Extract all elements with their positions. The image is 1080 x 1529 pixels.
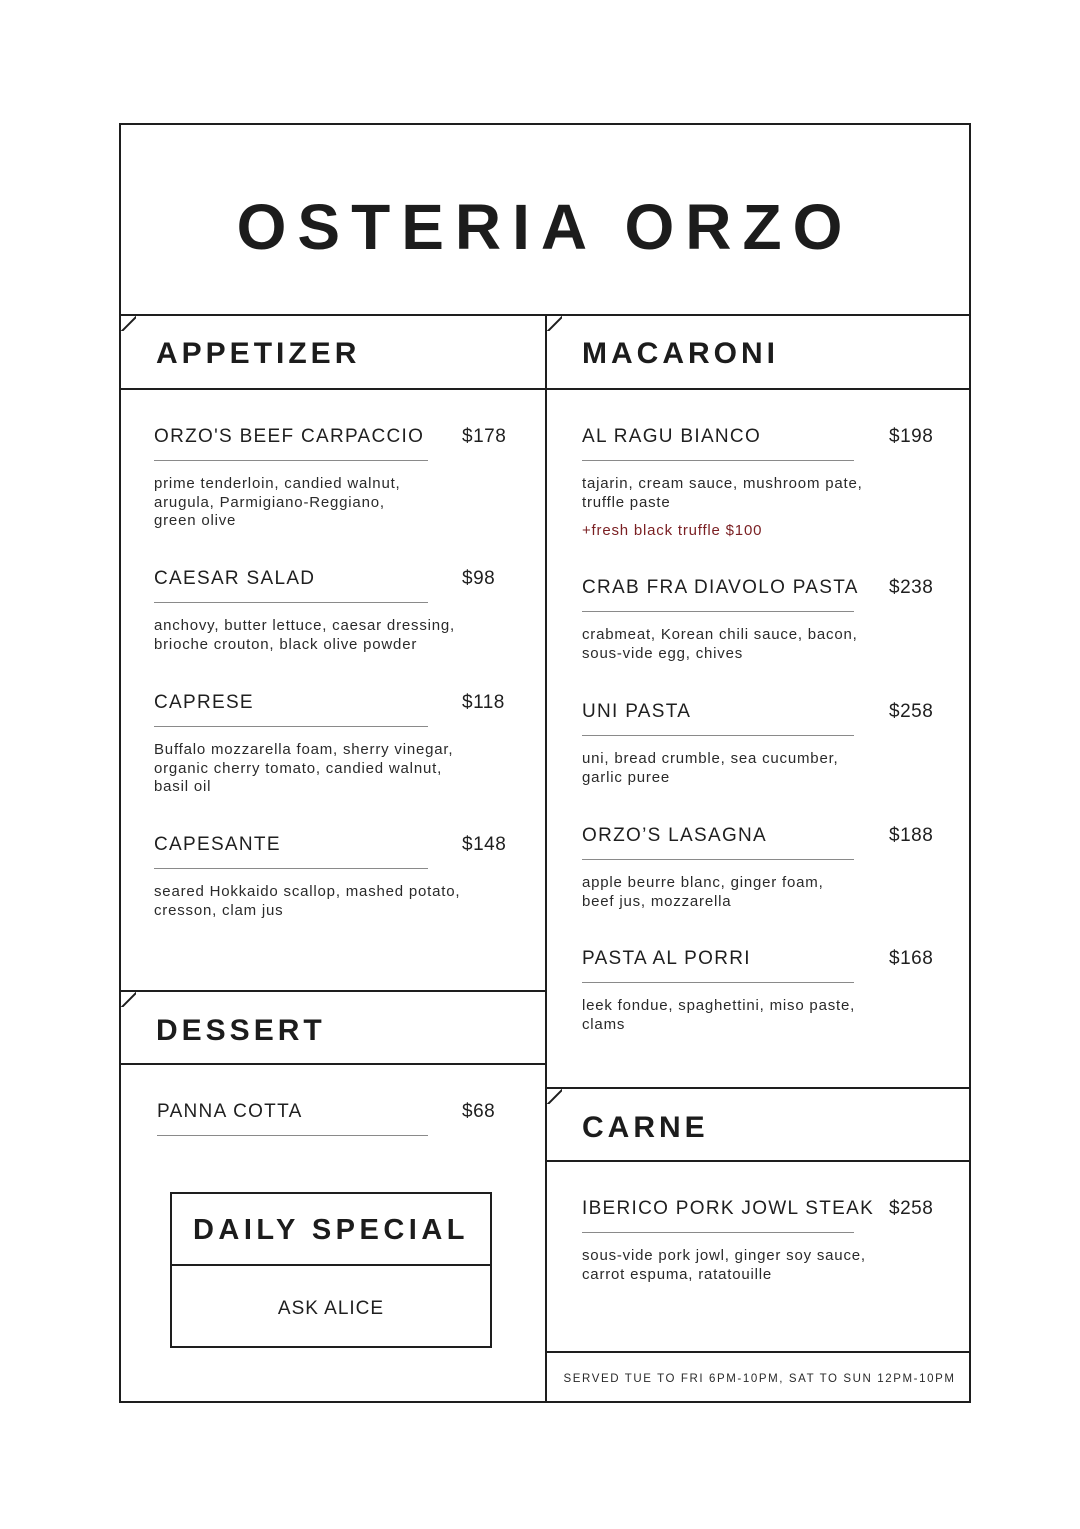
item-description: seared Hokkaido scallop, mashed potato, cresson, clam jus [154, 883, 461, 919]
item-name: PASTA AL PORRI [582, 948, 751, 969]
item-underline [154, 460, 428, 461]
item-price: $68 [462, 1101, 496, 1122]
appetizer-header-rule [119, 388, 546, 390]
daily-special-text: ASK ALICE [277, 1298, 385, 1319]
carne-corner-mark [547, 1089, 562, 1104]
restaurant-title: OSTERIA ORZO [236, 191, 854, 263]
item-name: IBERICO PORK JOWL STEAK [582, 1198, 875, 1219]
item-price: $168 [889, 948, 934, 969]
item-description: sous-vide pork jowl, ginger soy sauce, carrot espuma, ratatouille [582, 1247, 866, 1283]
item-description: prime tenderloin, candied walnut, arugula, Parmigiano-Reggiano, green olive [154, 475, 401, 529]
item-price: $258 [889, 1198, 934, 1219]
item-price: $238 [889, 577, 934, 598]
daily-special-divider [172, 1264, 490, 1266]
item-underline [154, 726, 428, 727]
item-description: uni, bread crumble, sea cucumber, garlic puree [582, 750, 839, 786]
item-underline [582, 460, 854, 461]
item-price: $188 [889, 825, 934, 846]
item-price: $118 [462, 692, 505, 713]
item-description: Buffalo mozzarella foam, sherry vinegar, organic cherry tomato, candied walnut, basil oil [154, 741, 454, 795]
item-name: ORZO'S BEEF CARPACCIO [154, 426, 425, 447]
item-underline [582, 1232, 854, 1233]
item-underline [154, 868, 428, 869]
dessert-corner-mark [121, 992, 136, 1007]
item-price: $198 [889, 426, 934, 447]
item-price: $178 [462, 426, 507, 447]
item-underline [157, 1135, 428, 1136]
item-addon: +fresh black truffle $100 [582, 522, 763, 539]
item-description: anchovy, butter lettuce, caesar dressing, brioche crouton, black olive powder [154, 617, 455, 653]
carne-heading: CARNE [582, 1111, 709, 1144]
item-underline [582, 859, 854, 860]
item-price: $98 [462, 568, 496, 589]
item-name: CAPRESE [154, 692, 254, 713]
item-name: AL RAGU BIANCO [582, 426, 762, 447]
macaroni-corner-mark [547, 316, 562, 331]
item-underline [582, 735, 854, 736]
dessert-heading: DESSERT [156, 1014, 326, 1047]
item-description: apple beurre blanc, ginger foam, beef jus, mozzarella [582, 874, 824, 910]
item-price: $258 [889, 701, 934, 722]
daily-special-box [170, 1192, 492, 1348]
item-underline [154, 602, 428, 603]
column-divider [545, 314, 547, 1403]
macaroni-header-rule [545, 388, 971, 390]
hours-top-rule [545, 1351, 971, 1353]
dessert-top-rule [119, 990, 546, 992]
item-price: $148 [462, 834, 507, 855]
dessert-header-rule [119, 1063, 546, 1065]
daily-special-title: DAILY SPECIAL [192, 1214, 470, 1246]
item-underline [582, 982, 854, 983]
appetizer-heading: APPETIZER [156, 337, 361, 370]
macaroni-heading: MACARONI [582, 337, 779, 370]
item-name: ORZO’S LASAGNA [582, 825, 768, 846]
item-name: CAPESANTE [154, 834, 281, 855]
carne-top-rule [545, 1087, 971, 1089]
item-name: CAESAR SALAD [154, 568, 316, 589]
item-description: leek fondue, spaghettini, miso paste, clams [582, 997, 856, 1033]
carne-header-rule [545, 1160, 971, 1162]
item-name: CRAB FRA DIAVOLO PASTA [582, 577, 859, 598]
item-name: UNI PASTA [582, 701, 692, 722]
appetizer-corner-mark [121, 316, 136, 331]
item-underline [582, 611, 854, 612]
item-description: crabmeat, Korean chili sauce, bacon, sous-vide egg, chives [582, 626, 858, 662]
item-name: PANNA COTTA [157, 1101, 303, 1122]
service-hours: SERVED TUE TO FRI 6PM-10PM, SAT TO SUN 12PM-10PM [563, 1373, 956, 1385]
item-description: tajarin, cream sauce, mushroom pate, truffle paste [582, 475, 863, 511]
